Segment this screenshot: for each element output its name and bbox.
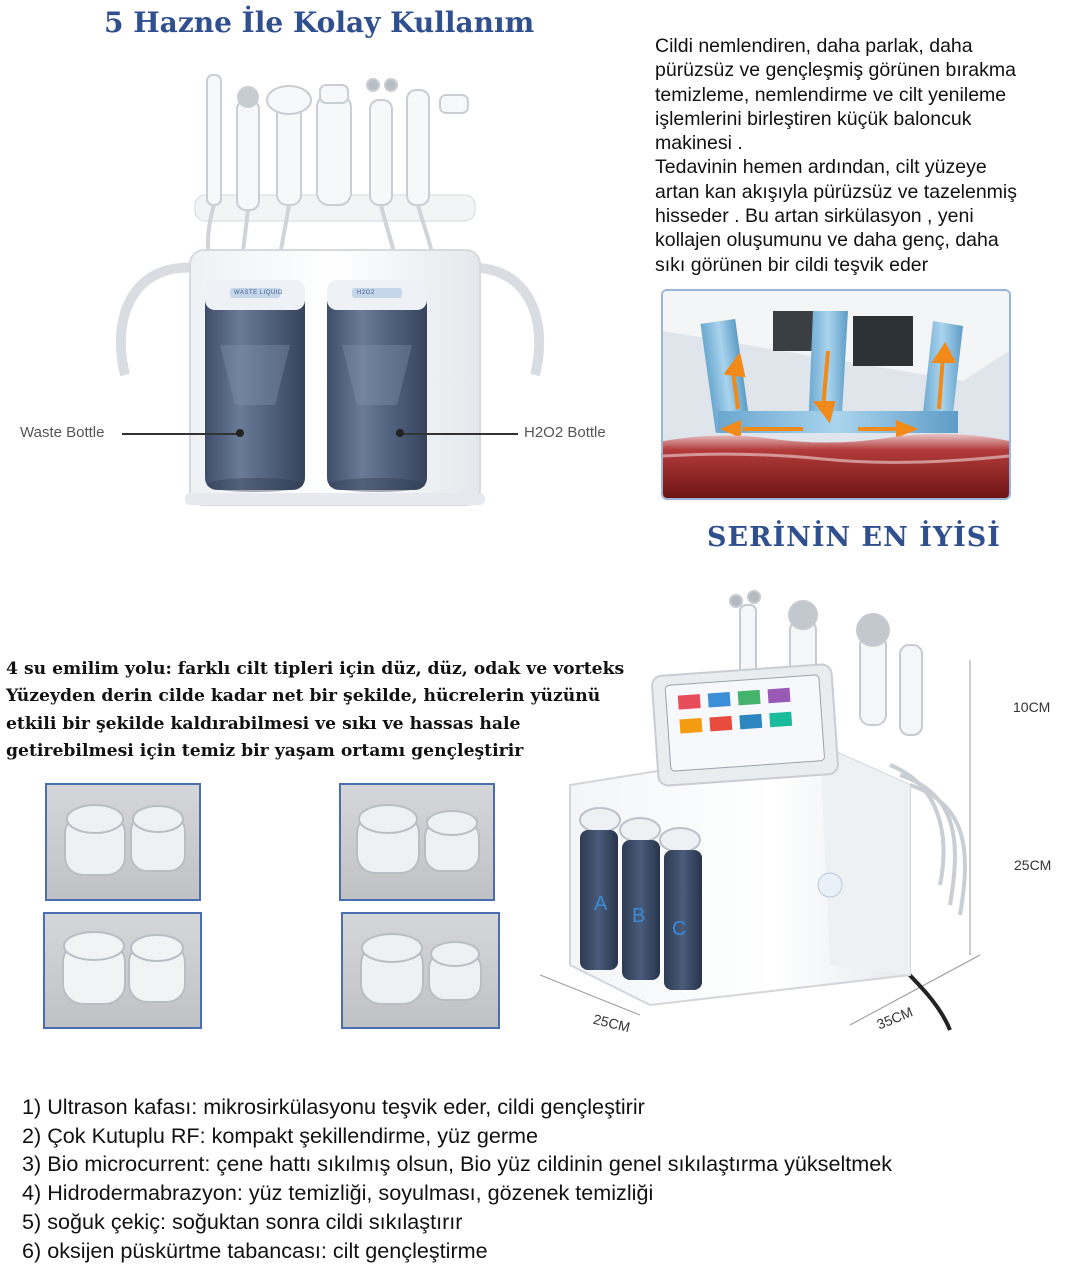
dimension-top-height: 10CM [1013,699,1051,715]
waste-callout-line [122,433,238,435]
suction-line: etkili bir şekilde kaldırabilmesi ve sıkı ve hassas hale [6,713,521,734]
page-title: 5 Hazne İle Kolay Kullanım [104,6,535,39]
h2o2-callout-dot [396,429,404,437]
waste-bottle-tag: WASTE LIQUID [234,290,283,296]
feature-item: 2) Çok Kutuplu RF: kompakt şekillendirme, yüz germe [22,1122,539,1148]
suction-tip-photo [43,912,202,1029]
intro-line: Tedavinin hemen ardından, cilt yüzeye [655,156,987,179]
intro-line: işlemlerini birleştiren küçük baloncuk [655,107,972,130]
suction-tip-photo [339,783,495,901]
bottle-letter: C [672,918,687,940]
intro-line: artan kan akışıyla pürüzsüz ve tazelenmiş [655,180,1018,203]
waste-bottle-label: Waste Bottle [20,424,105,441]
bottle-letter: A [594,893,608,915]
intro-paragraph [655,34,1065,277]
dimension-width: 35CM [874,1003,915,1033]
intro-line: Cildi nemlendiren, daha parlak, daha [655,35,973,57]
intro-line: makinesi . [655,132,743,155]
skin-treatment-diagram [661,289,1011,500]
feature-item: 5) soğuk çekiç: soğuktan sonra cildi sıkılaştırır [22,1208,463,1234]
feature-item: 1) Ultrason kafası: mikrosirkülasyonu teşvik eder, cildi gençleştirir [22,1094,645,1119]
h2o2-callout-line [402,433,518,435]
feature-item: 4) Hidrodermabrazyon: yüz temizliği, soyulması, gözenek temizliği [22,1180,654,1206]
feature-item: 6) oksijen püskürtme tabancası: cilt gençleştirme [22,1237,488,1263]
suction-line: getirebilmesi için temiz bir yaşam ortamı gençleştirir [6,741,524,762]
suction-line: Yüzeyden derin cilde kadar net bir şekilde, hücrelerin yüzünü [6,686,601,707]
intro-line: temizleme, nemlendirme ve cilt yenileme [655,83,1007,106]
dimension-body-height: 25CM [1014,857,1052,873]
waste-callout-dot [236,429,244,437]
section-title: SERİNİN EN İYİSİ [707,522,1001,553]
suction-tip-photo [341,912,500,1029]
feature-item: 3) Bio microcurrent: çene hattı sıkılmış olsun, Bio yüz cildinin genel sıkılaştırma yükseltmek [22,1151,893,1177]
bottle-letter: B [632,905,646,927]
h2o2-bottle-tag: H2O2 [357,290,375,296]
intro-line: sıkı görünen bir cildi teşvik eder [655,253,929,276]
suction-tip-photo [45,783,201,901]
intro-line: pürüzsüz ve gençleşmiş görünen bırakma [655,59,1016,82]
dimension-depth: 25CM [591,1010,632,1036]
intro-line: kollajen oluşumunu ve daha genç, daha [655,229,999,252]
device-dimension-image [540,585,1010,1035]
device-front-image [95,45,565,510]
feature-list [22,1093,1072,1265]
suction-line: 4 su emilim yolu: farklı cilt tipleri için düz, düz, odak ve vorteks [6,659,625,679]
h2o2-bottle-label: H2O2 Bottle [524,424,606,441]
intro-line: hisseder . Bu artan sirkülasyon , yeni [655,205,974,228]
